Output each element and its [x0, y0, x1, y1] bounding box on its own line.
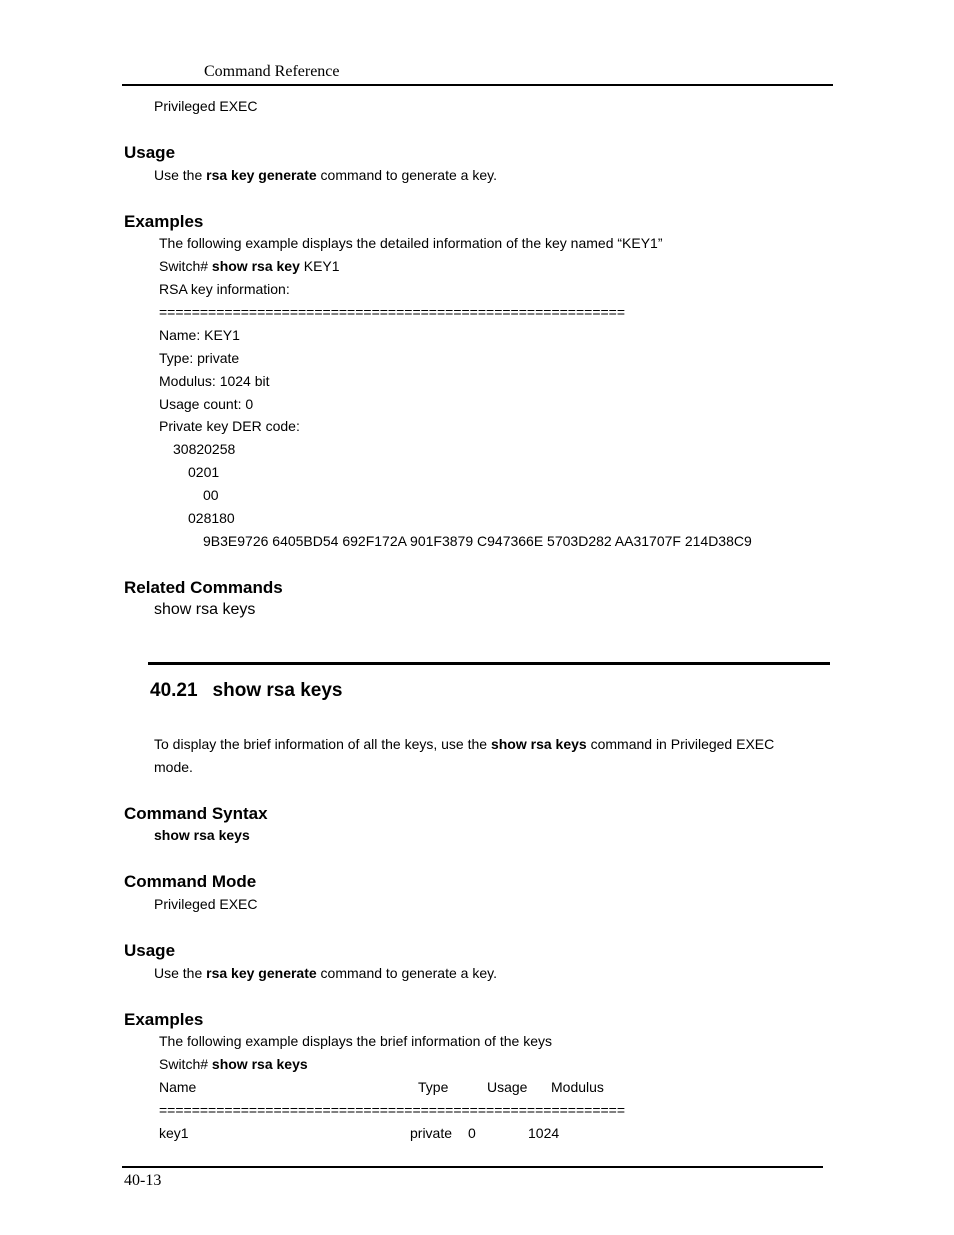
table-header-modulus: Modulus	[551, 1079, 604, 1095]
example-output-line: 30820258	[173, 441, 236, 457]
example-output-line: 028180	[188, 510, 235, 526]
table-cell-modulus: 1024	[528, 1125, 560, 1141]
header-rule	[122, 84, 833, 86]
footer-rule	[122, 1166, 823, 1168]
example-output-line: Modulus: 1024 bit	[159, 373, 270, 389]
page-number: 40-13	[124, 1172, 162, 1189]
usage-heading: Usage	[124, 143, 176, 162]
example-output-line: 00	[203, 487, 219, 503]
example-intro: The following example displays the detailed information of the key named “KEY1”	[159, 235, 663, 251]
example-intro: The following example displays the brief information of the keys	[159, 1033, 552, 1049]
table-separator: =========================================================	[159, 1102, 626, 1118]
example-output-line: Name: KEY1	[159, 327, 240, 343]
table-cell-type: private	[410, 1125, 453, 1141]
examples-heading: Examples	[124, 212, 204, 231]
related-commands-heading: Related Commands	[124, 578, 283, 597]
section-description: To display the brief information of all the keys, use the show rsa keys command in Privileged EXEC	[154, 736, 775, 752]
table-cell-name: key1	[159, 1125, 189, 1141]
usage-text: Use the rsa key generate command to generate a key.	[154, 965, 497, 981]
example-command: Switch# show rsa keys	[159, 1056, 308, 1072]
table-cell-usage: 0	[468, 1125, 476, 1141]
section-description-cont: mode.	[154, 759, 193, 775]
usage-text: Use the rsa key generate command to generate a key.	[154, 167, 497, 183]
example-output-line: RSA key information:	[159, 281, 290, 297]
table-header-usage: Usage	[487, 1079, 528, 1095]
command-mode-text: Privileged EXEC	[154, 98, 258, 114]
related-command-item: show rsa keys	[154, 601, 256, 618]
section-rule	[148, 662, 830, 665]
example-output-line: 9B3E9726 6405BD54 692F172A 901F3879 C947366E 5703D282 AA31707F 214D38C9	[203, 533, 752, 549]
section-title	[150, 681, 342, 700]
section-name: show rsa keys	[212, 680, 343, 701]
examples-heading: Examples	[124, 1010, 204, 1029]
table-header-type: Type	[418, 1079, 449, 1095]
example-output-line: Type: private	[159, 350, 240, 366]
running-header: Command Reference	[204, 63, 340, 80]
example-output-line: Usage count: 0	[159, 396, 254, 412]
command-syntax-text: show rsa keys	[154, 827, 250, 843]
command-mode-heading: Command Mode	[124, 872, 257, 891]
table-header-name: Name	[159, 1079, 197, 1095]
example-output-line: Private key DER code:	[159, 418, 300, 434]
command-mode-text: Privileged EXEC	[154, 896, 258, 912]
example-output-line: 0201	[188, 464, 220, 480]
section-number: 40.21	[150, 680, 198, 701]
example-output-separator: =========================================================	[159, 304, 626, 320]
example-command: Switch# show rsa key KEY1	[159, 258, 340, 274]
usage-heading: Usage	[124, 941, 176, 960]
command-syntax-heading: Command Syntax	[124, 804, 268, 823]
